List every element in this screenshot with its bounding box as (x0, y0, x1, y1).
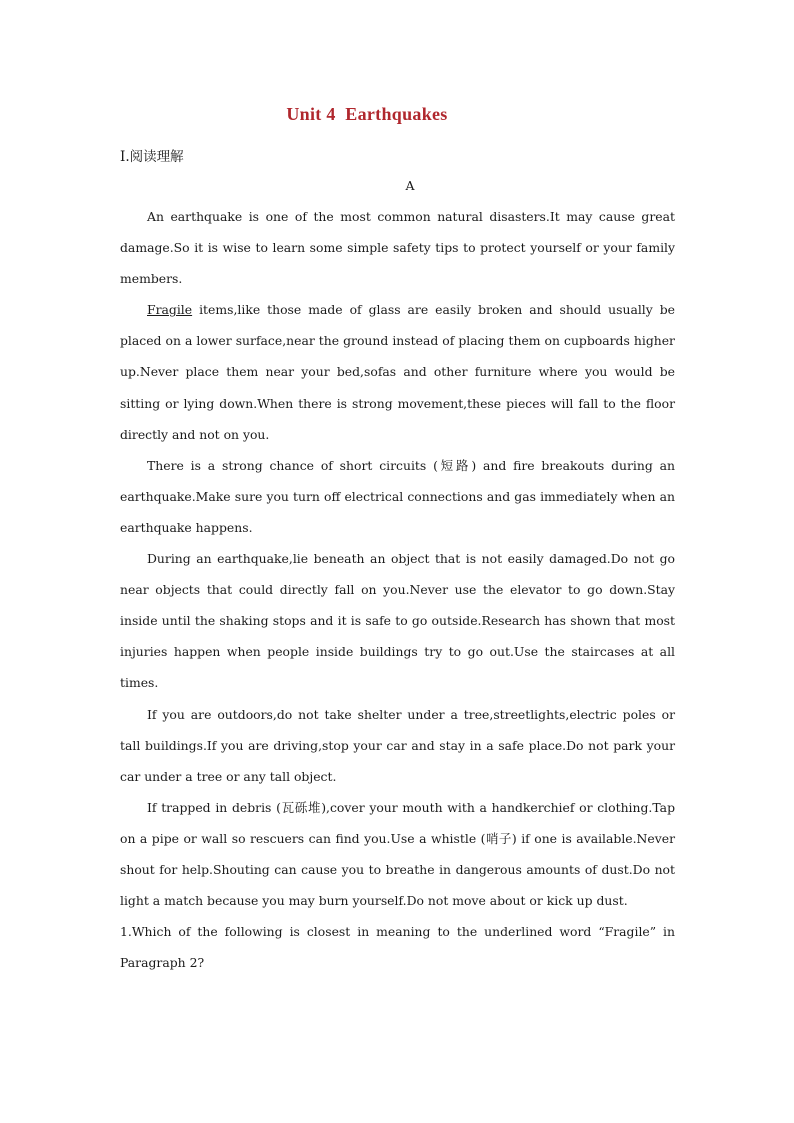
paragraph-2-text: items,like those made of glass are easily broken and should usually be placed on a lower surface,near the ground instead of placing them on cupboards higher up.Never place them near your bed,sofas and other furniture where you would be sitting or lying down.When there is strong movement,these pieces will fall to the floor directly and not on you. (120, 302, 675, 442)
passage-body (120, 201, 675, 978)
passage-label: A (405, 178, 415, 193)
question-1: 1.Which of the following is closest in meaning to the underlined word “Fragile” in Paragraph 2? (120, 924, 675, 971)
paragraph-3: There is a strong chance of short circuits (短路) and fire breakouts during an earthquake.Make sure you turn off electrical connections and gas immediately when an earthquake happens. (120, 457, 675, 535)
paragraph-5: If you are outdoors,do not take shelter under a tree,streetlights,electric poles or tall buildings.If you are driving,stop your car and stay in a safe place.Do not park your car under a tree or any tall object. (120, 706, 675, 784)
document-title: Unit 4 Earthquakes (286, 104, 448, 124)
paragraph-1: An earthquake is one of the most common natural disasters.It may cause great damage.So it is wise to learn some simple safety tips to protect yourself or your family members. (120, 209, 675, 287)
paragraph-2 (120, 294, 675, 449)
underlined-word: Fragile (147, 302, 193, 318)
section-heading: Ⅰ.阅读理解 (120, 149, 184, 165)
paragraph-6: If trapped in debris (瓦砾堆),cover your mouth with a handkerchief or clothing.Tap on a pipe or wall so rescuers can find you.Use a whistle (哨子) if one is available.Never shout for help.Shouting can cause you to breathe in dangerous amounts of dust.Do not light a match because you may burn yourself.Do not move about or kick up dust. (120, 799, 675, 909)
paragraph-4: During an earthquake,lie beneath an object that is not easily damaged.Do not go near objects that could directly fall on you.Never use the elevator to go down.Stay inside until the shaking stops and it is safe to go outside.Research has shown that most injuries happen when people inside buildings try to go out.Use the staircases at all times. (120, 551, 675, 691)
